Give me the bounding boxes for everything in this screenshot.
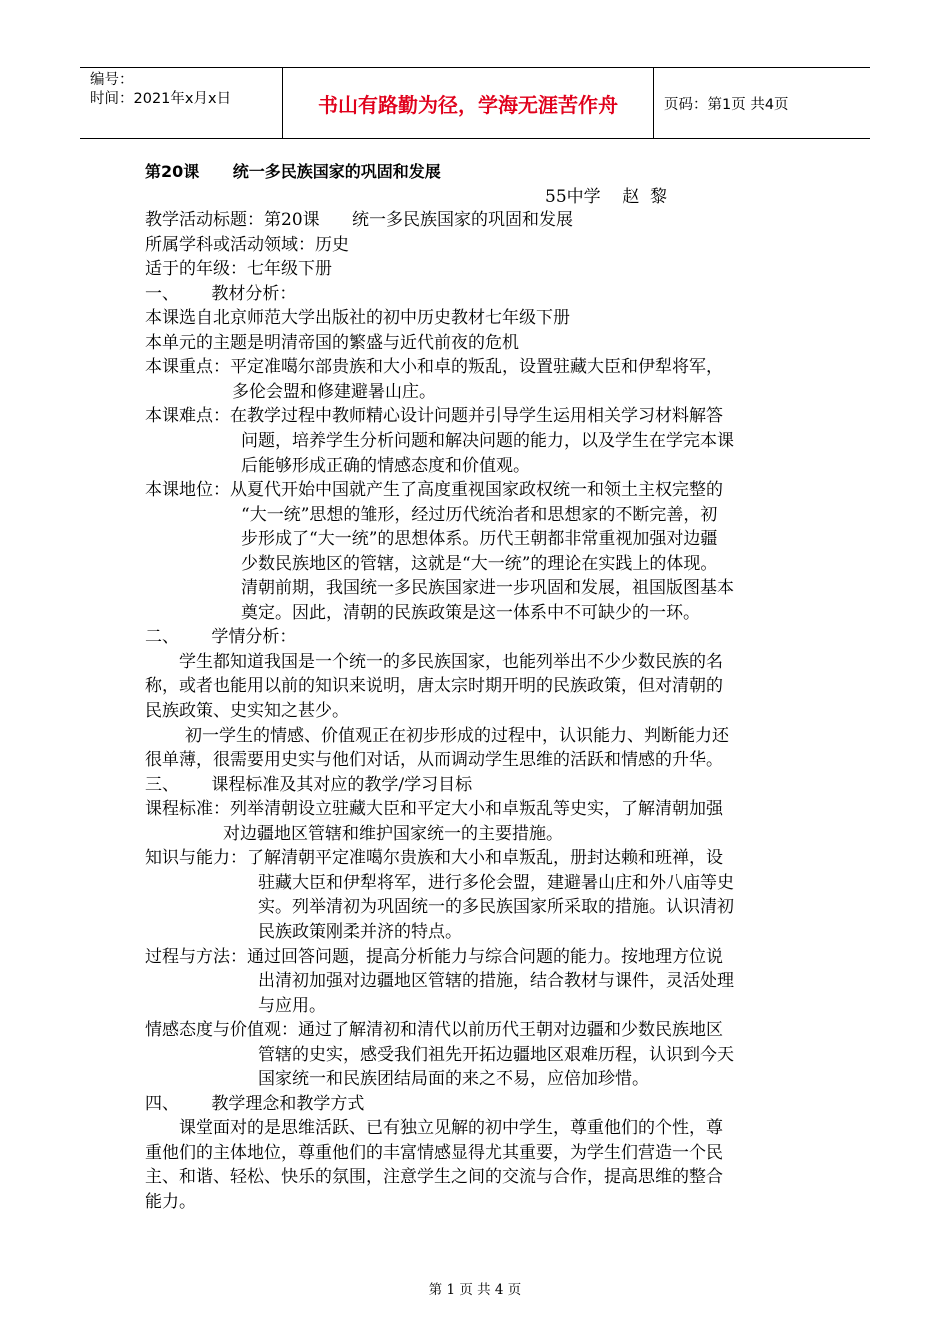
text-line: 管辖的史实，感受我们祖先开拓边疆地区艰难历程，认识到今天 [258,1044,734,1065]
text-line: 与应用。 [258,995,326,1016]
text-line: 适于的年级：七年级下册 [145,259,332,280]
text-line: 能力。 [145,1192,196,1212]
text-line: 四、 教学理念和教学方式 [145,1093,365,1114]
text-line: 驻藏大臣和伊犁将军，进行多伦会盟，建避暑山庄和外八庙等史 [258,872,734,893]
text-line: 课程标准：列举清朝设立驻藏大臣和平定大小和卓叛乱等史实，了解清朝加强 [145,799,723,820]
date-label: 时间：2021年x月x日 [90,91,232,107]
text-line: 本课选自北京师范大学出版社的初中历史教材七年级下册 [145,308,570,329]
text-line: 出清初加强对边疆地区管辖的措施，结合教材与课件，灵活处理 [258,971,734,992]
page-footer: 第 1 页 共 4 页 [428,1282,522,1298]
lesson-title: 第20课 统一多民族国家的巩固和发展 [145,162,441,181]
text-line: 问题，培养学生分析问题和解决问题的能力，以及学生在学完本课 [241,430,734,451]
text-line: 初一学生的情感、价值观正在初步形成的过程中，认识能力、判断能力还 [185,725,729,746]
text-line: 二、 学情分析： [145,627,297,648]
text-line: 称，或者也能用以前的知识来说明，唐太宗时期开明的民族政策，但对清朝的 [145,676,723,697]
text-line: 所属学科或活动领域：历史 [145,234,349,255]
text-line: 三、 课程标准及其对应的教学/学习目标 [145,774,473,795]
text-line: 知识与能力：了解清朝平定准噶尔贵族和大小和卓叛乱，册封达赖和班禅，设 [145,848,723,869]
text-line: 对边疆地区管辖和维护国家统一的主要措施。 [223,823,563,844]
text-line: 多伦会盟和修建避暑山庄。 [232,381,436,402]
header-info [90,71,280,109]
text-line: 过程与方法：通过回答问题，提高分析能力与综合问题的能力。按地理方位说 [145,946,723,967]
motto: 书山有路勤为径，学海无涯苦作舟 [282,68,654,138]
text-line: 本单元的主题是明清帝国的繁盛与近代前夜的危机 [145,332,519,353]
text-line: 奠定。因此，清朝的民族政策是这一体系中不可缺少的一环。 [241,602,700,623]
text-line: 重他们的主体地位，尊重他们的丰富情感显得尤其重要，为学生们营造一个民 [145,1142,723,1163]
text-line: “大一统”思想的雏形，经过历代统治者和思想家的不断完善，初 [241,504,718,525]
text-line: 很单薄，很需要用史实与他们对话，从而调动学生思维的活跃和情感的升华。 [145,750,723,771]
author: 55中学 赵 黎 [545,187,668,207]
text-line: 步形成了“大一统”的思想体系。历代王朝都非常重视加强对边疆 [241,529,718,550]
text-line: 本课地位：从夏代开始中国就产生了高度重视国家政权统一和领土主权完整的 [145,480,723,501]
text-line: 后能够形成正确的情感态度和价值观。 [241,455,530,476]
text-line: 课堂面对的是思维活跃、已有独立见解的初中学生，尊重他们的个性，尊 [179,1118,723,1139]
text-line: 民族政策、史实知之甚少。 [145,701,349,721]
text-line: 国家统一和民族团结局面的来之不易，应倍加珍惜。 [258,1069,649,1090]
text-line: 少数民族地区的管辖，这就是“大一统”的理论在实践上的体现。 [241,553,718,574]
page-label: 页码：第1页 共4页 [664,96,789,113]
number-label: 编号： [90,72,134,88]
text-line: 主、和谐、轻松、快乐的氛围，注意学生之间的交流与合作，提高思维的整合 [145,1167,723,1188]
text-line: 教学活动标题：第20课 统一多民族国家的巩固和发展 [145,210,574,230]
text-line: 民族政策刚柔并济的特点。 [258,921,462,942]
text-line: 一、 教材分析： [145,283,297,304]
header-table [80,67,870,139]
text-line: 实。列举清初为巩固统一的多民族国家所采取的措施。认识清初 [258,897,734,918]
text-line: 本课重点：平定准噶尔部贵族和大小和卓的叛乱，设置驻藏大臣和伊犁将军， [145,357,723,378]
text-line: 本课难点：在教学过程中教师精心设计问题并引导学生运用相关学习材料解答 [145,406,723,427]
text-line: 学生都知道我国是一个统一的多民族国家，也能列举出不少少数民族的名 [179,651,723,672]
text-line: 情感态度与价值观：通过了解清初和清代以前历代王朝对边疆和少数民族地区 [145,1020,723,1041]
text-line: 清朝前期，我国统一多民族国家进一步巩固和发展，祖国版图基本 [241,578,734,599]
